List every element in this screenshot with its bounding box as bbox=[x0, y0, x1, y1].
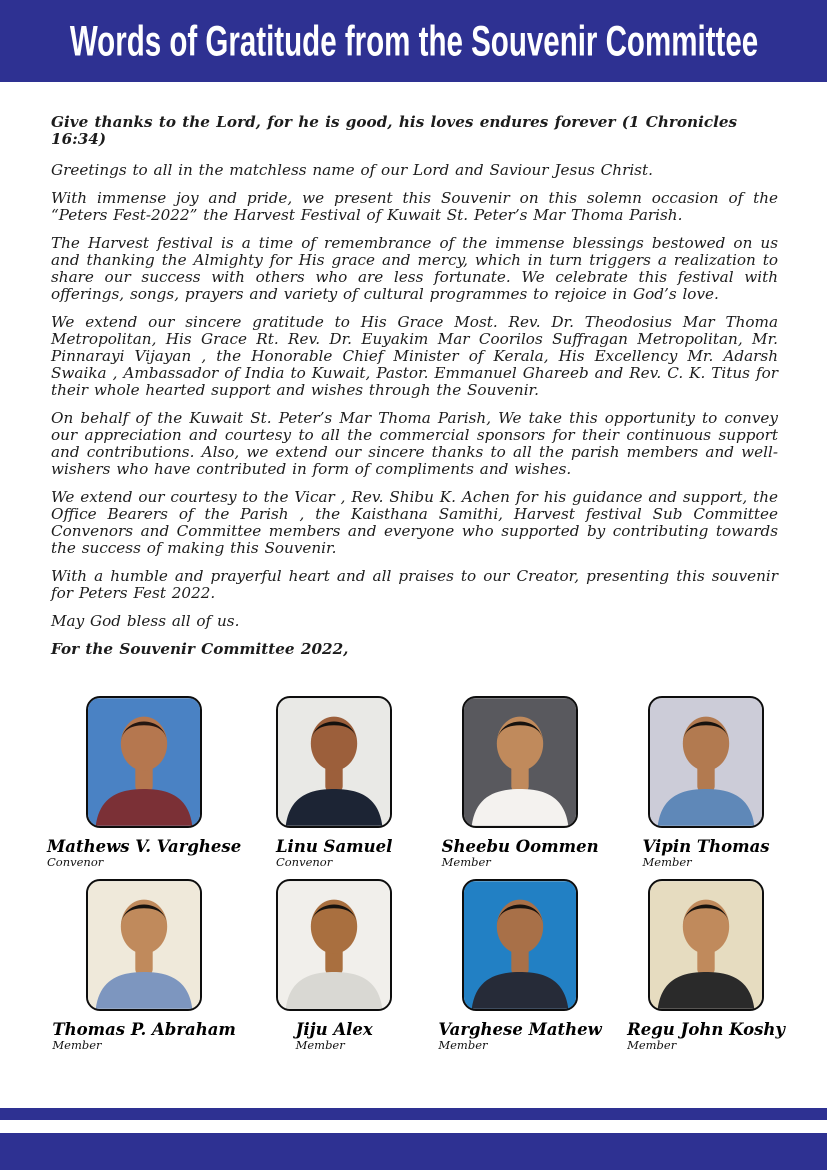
member-role: Member bbox=[438, 1038, 488, 1052]
member-caption bbox=[52, 1011, 236, 1052]
member-name: Sheebu Oommen bbox=[441, 837, 599, 856]
member-photo bbox=[86, 696, 202, 828]
member-caption bbox=[438, 1011, 602, 1052]
member-role: Member bbox=[295, 1038, 345, 1052]
person-portrait-icon bbox=[650, 698, 762, 826]
body-paragraph: With immense joy and pride, we present this Souvenir on this solemn occasion of the “Peters Fest-2022” the Harvest Festival of Kuwait St. Peter’s Mar Thoma Parish. bbox=[51, 189, 778, 224]
body-paragraph: On behalf of the Kuwait St. Peter’s Mar Thoma Parish, We take this opportunity to convey our appreciation and courtesy to all the commercial sponsors for their continuous support and contributions. Also, we extend our sincere thanks to all the parish members and well-wishers who have contributed in form of compliments and wishes. bbox=[51, 409, 778, 478]
person-portrait-icon bbox=[464, 881, 576, 1009]
page-header bbox=[0, 0, 827, 82]
body-paragraph: Greetings to all in the matchless name of our Lord and Saviour Jesus Christ. bbox=[51, 161, 653, 179]
member-caption bbox=[627, 1011, 785, 1052]
member-role: Convenor bbox=[47, 855, 104, 869]
member-caption bbox=[643, 828, 770, 869]
body-paragraph: With a humble and prayerful heart and all praises to our Creator, presenting this souvenir for Peters Fest 2022. bbox=[51, 567, 778, 602]
member-card bbox=[427, 879, 613, 1052]
member-photo bbox=[86, 879, 202, 1011]
person-portrait-icon bbox=[650, 881, 762, 1009]
member-name: Thomas P. Abraham bbox=[52, 1020, 236, 1039]
member-name: Regu John Koshy bbox=[627, 1020, 785, 1039]
member-photo bbox=[462, 879, 578, 1011]
member-caption bbox=[296, 1011, 373, 1052]
member-photo bbox=[462, 696, 578, 828]
member-photo bbox=[648, 879, 764, 1011]
body-paragraph: The Harvest festival is a time of remembrance of the immense blessings bestowed on us and thanking the Almighty for His grace and mercy, which in turn triggers a realization to share our success with others who are less fortunate. We celebrate this festival with offerings, songs, prayers and variety of cultural programmes to rejoice in God’s love. bbox=[51, 234, 778, 303]
body-paragraph: We extend our courtesy to the Vicar , Rev. Shibu K. Achen for his guidance and support, the Office Bearers of the Parish , the Kaisthana Samithi, Harvest festival Sub Committee Convenors and Committee members and everyone who supported by contributing towards the success of making this Souvenir. bbox=[51, 488, 778, 557]
member-name: Linu Samuel bbox=[275, 837, 393, 856]
member-name: Varghese Mathew bbox=[438, 1020, 602, 1039]
person-portrait-icon bbox=[278, 698, 390, 826]
member-name: Jiju Alex bbox=[295, 1020, 373, 1039]
footer-thick-band bbox=[0, 1133, 827, 1170]
body-paragraph: We extend our sincere gratitude to His Grace Most. Rev. Dr. Theodosius Mar Thoma Metropolitan, His Grace Rt. Rev. Dr. Euyakim Mar Coorilos Suffragan Metropolitan, Mr. Pinnarayi Vijayan , the Honorable Chief Minister of Kerala, His Excellency Mr. Adarsh Swaika , Ambassador of India to Kuwait, Pastor. Emmanuel Ghareeb and Rev. C. K. Titus for their whole hearted support and wishes through the Souvenir. bbox=[51, 313, 778, 399]
member-card bbox=[613, 879, 799, 1052]
person-portrait-icon bbox=[88, 881, 200, 1009]
member-card bbox=[613, 696, 799, 869]
member-photo bbox=[276, 696, 392, 828]
signoff-line: For the Souvenir Committee 2022, bbox=[51, 640, 349, 658]
person-portrait-icon bbox=[278, 881, 390, 1009]
committee-grid bbox=[47, 696, 799, 1052]
member-name: Mathews V. Varghese bbox=[47, 837, 242, 856]
member-caption bbox=[442, 828, 599, 869]
member-role: Member bbox=[441, 855, 491, 869]
member-name: Vipin Thomas bbox=[642, 837, 770, 856]
member-card bbox=[47, 696, 241, 869]
member-card bbox=[427, 696, 613, 869]
member-role: Member bbox=[52, 1038, 102, 1052]
member-card bbox=[47, 879, 241, 1052]
member-photo bbox=[276, 879, 392, 1011]
member-role: Member bbox=[642, 855, 692, 869]
member-photo bbox=[648, 696, 764, 828]
member-card bbox=[241, 879, 427, 1052]
page-content bbox=[0, 82, 827, 1052]
bible-verse: Give thanks to the Lord, for he is good, his loves endures forever (1 Chronicles 16:34) bbox=[51, 113, 738, 148]
page-title: Words of Gratitude from the Souvenir Committee bbox=[69, 16, 758, 65]
body-paragraph: May God bless all of us. bbox=[51, 612, 240, 630]
member-card bbox=[241, 696, 427, 869]
person-portrait-icon bbox=[88, 698, 200, 826]
footer-thin-band bbox=[0, 1108, 827, 1120]
person-portrait-icon bbox=[464, 698, 576, 826]
member-caption bbox=[276, 828, 392, 869]
member-role: Convenor bbox=[275, 855, 333, 869]
member-caption bbox=[47, 828, 241, 869]
member-role: Member bbox=[627, 1038, 677, 1052]
